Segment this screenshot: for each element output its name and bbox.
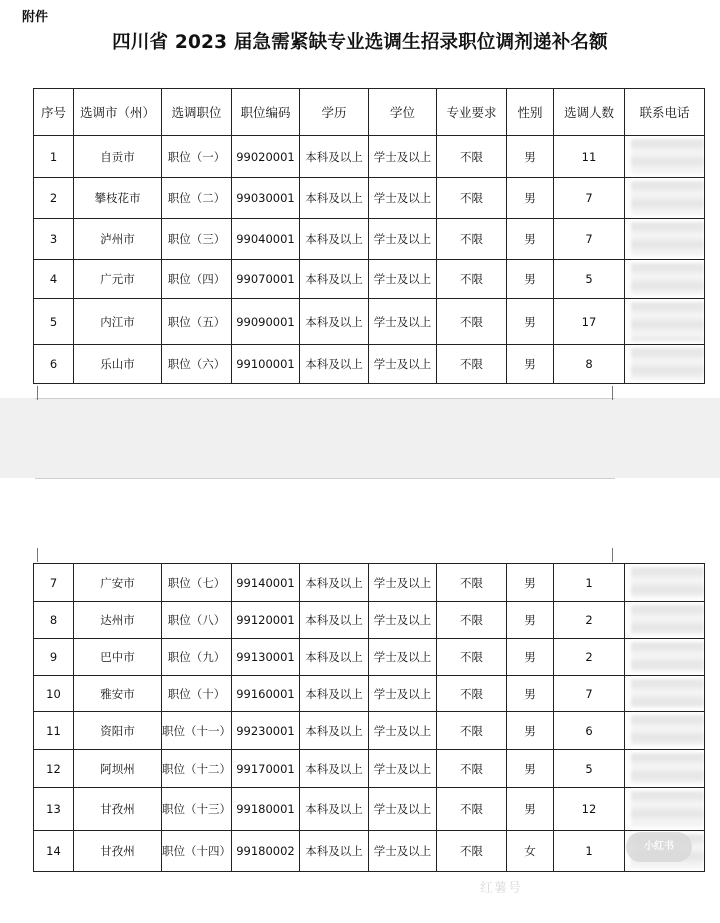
row-number: 3 (34, 219, 74, 260)
document-title: 四川省 2023 届急需紧缺专业选调生招录职位调剂递补名额 (112, 32, 608, 53)
redaction-blur (631, 605, 704, 635)
education-level: 本科及以上 (300, 136, 369, 178)
city-name: 广安市 (74, 564, 162, 602)
gender: 男 (507, 564, 554, 602)
table-row (34, 299, 705, 345)
city-name: 自贡市 (74, 136, 162, 178)
position-name: 职位（一） (162, 136, 232, 178)
column-header: 学位 (369, 89, 437, 136)
table-row (34, 712, 705, 750)
table-row (34, 219, 705, 260)
city-name: 甘孜州 (74, 831, 162, 872)
row-number: 10 (34, 676, 74, 712)
degree-level: 学士及以上 (369, 831, 437, 872)
watermark-text: 红薯号 (480, 881, 523, 896)
page-break-line (35, 398, 615, 399)
major-requirement: 不限 (437, 750, 507, 788)
education-level: 本科及以上 (300, 639, 369, 676)
table-row (34, 564, 705, 602)
degree-level: 学士及以上 (369, 788, 437, 831)
page-corner-mark (37, 386, 38, 400)
education-level: 本科及以上 (300, 219, 369, 260)
redaction-blur (631, 181, 704, 215)
position-name: 职位（八） (162, 602, 232, 639)
position-name: 职位（六） (162, 345, 232, 384)
major-requirement: 不限 (437, 260, 507, 299)
headcount: 1 (554, 831, 625, 872)
redaction-blur (631, 263, 704, 295)
phone-number-redacted (625, 178, 705, 219)
position-name: 职位（十三） (162, 788, 232, 831)
gender: 男 (507, 260, 554, 299)
degree-level: 学士及以上 (369, 136, 437, 178)
major-requirement: 不限 (437, 639, 507, 676)
major-requirement: 不限 (437, 178, 507, 219)
row-number: 1 (34, 136, 74, 178)
position-code: 99070001 (232, 260, 300, 299)
table-header-row (34, 89, 705, 136)
education-level: 本科及以上 (300, 299, 369, 345)
watermark-logo: 小红书 (626, 832, 692, 862)
degree-level: 学士及以上 (369, 750, 437, 788)
major-requirement: 不限 (437, 676, 507, 712)
row-number: 11 (34, 712, 74, 750)
column-header: 职位编码 (232, 89, 300, 136)
city-name: 巴中市 (74, 639, 162, 676)
education-level: 本科及以上 (300, 750, 369, 788)
headcount: 7 (554, 178, 625, 219)
city-name: 广元市 (74, 260, 162, 299)
major-requirement: 不限 (437, 831, 507, 872)
redaction-blur (631, 753, 704, 784)
redaction-blur (631, 139, 704, 174)
redaction-blur (631, 679, 704, 708)
headcount: 7 (554, 676, 625, 712)
education-level: 本科及以上 (300, 178, 369, 219)
position-code: 99090001 (232, 299, 300, 345)
position-name: 职位（十） (162, 676, 232, 712)
redaction-blur (631, 302, 704, 341)
page-corner-mark (37, 548, 38, 562)
redaction-blur (631, 567, 704, 598)
city-name: 雅安市 (74, 676, 162, 712)
row-number: 12 (34, 750, 74, 788)
position-name: 职位（十一） (162, 712, 232, 750)
position-name: 职位（四） (162, 260, 232, 299)
position-name: 职位（十二） (162, 750, 232, 788)
table-row (34, 676, 705, 712)
degree-level: 学士及以上 (369, 178, 437, 219)
redaction-blur (631, 642, 704, 672)
gender: 男 (507, 712, 554, 750)
column-header: 选调职位 (162, 89, 232, 136)
phone-number-redacted (625, 345, 705, 384)
column-header: 联系电话 (625, 89, 705, 136)
column-header: 选调人数 (554, 89, 625, 136)
degree-level: 学士及以上 (369, 219, 437, 260)
phone-number-redacted (625, 299, 705, 345)
city-name: 泸州市 (74, 219, 162, 260)
position-name: 职位（九） (162, 639, 232, 676)
table-row (34, 750, 705, 788)
city-name: 阿坝州 (74, 750, 162, 788)
degree-level: 学士及以上 (369, 676, 437, 712)
major-requirement: 不限 (437, 345, 507, 384)
major-requirement: 不限 (437, 219, 507, 260)
major-requirement: 不限 (437, 564, 507, 602)
row-number: 8 (34, 602, 74, 639)
degree-level: 学士及以上 (369, 564, 437, 602)
column-header: 专业要求 (437, 89, 507, 136)
phone-number-redacted (625, 602, 705, 639)
position-code: 99040001 (232, 219, 300, 260)
phone-number-redacted (625, 639, 705, 676)
phone-number-redacted (625, 788, 705, 831)
position-code: 99120001 (232, 602, 300, 639)
major-requirement: 不限 (437, 602, 507, 639)
headcount: 5 (554, 750, 625, 788)
headcount: 1 (554, 564, 625, 602)
page-break-line (35, 478, 615, 479)
positions-table-top (33, 88, 705, 384)
gender: 男 (507, 750, 554, 788)
redaction-blur (631, 222, 704, 256)
phone-number-redacted (625, 136, 705, 178)
phone-number-redacted (625, 676, 705, 712)
major-requirement: 不限 (437, 299, 507, 345)
education-level: 本科及以上 (300, 345, 369, 384)
major-requirement: 不限 (437, 712, 507, 750)
column-header: 选调市（州） (74, 89, 162, 136)
degree-level: 学士及以上 (369, 602, 437, 639)
phone-number-redacted (625, 712, 705, 750)
redaction-blur (631, 715, 704, 746)
gender: 男 (507, 639, 554, 676)
major-requirement: 不限 (437, 136, 507, 178)
education-level: 本科及以上 (300, 564, 369, 602)
row-number: 14 (34, 831, 74, 872)
row-number: 4 (34, 260, 74, 299)
position-code: 99100001 (232, 345, 300, 384)
education-level: 本科及以上 (300, 831, 369, 872)
gender: 男 (507, 602, 554, 639)
position-code: 99130001 (232, 639, 300, 676)
page-gap (0, 398, 720, 478)
gender: 男 (507, 299, 554, 345)
gender: 男 (507, 219, 554, 260)
position-name: 职位（二） (162, 178, 232, 219)
position-name: 职位（七） (162, 564, 232, 602)
table-row (34, 602, 705, 639)
table-row (34, 136, 705, 178)
phone-number-redacted (625, 564, 705, 602)
column-header: 序号 (34, 89, 74, 136)
degree-level: 学士及以上 (369, 712, 437, 750)
page-corner-mark (612, 386, 613, 400)
city-name: 甘孜州 (74, 788, 162, 831)
gender: 男 (507, 788, 554, 831)
headcount: 11 (554, 136, 625, 178)
gender: 女 (507, 831, 554, 872)
education-level: 本科及以上 (300, 788, 369, 831)
table-row (34, 260, 705, 299)
column-header: 性别 (507, 89, 554, 136)
gender: 男 (507, 676, 554, 712)
position-code: 99020001 (232, 136, 300, 178)
redaction-blur (631, 348, 704, 380)
position-code: 99140001 (232, 564, 300, 602)
document-note: 附件 (22, 10, 49, 25)
column-header: 学历 (300, 89, 369, 136)
gender: 男 (507, 345, 554, 384)
row-number: 9 (34, 639, 74, 676)
headcount: 6 (554, 712, 625, 750)
position-code: 99180001 (232, 788, 300, 831)
redaction-blur (631, 791, 704, 827)
major-requirement: 不限 (437, 788, 507, 831)
city-name: 资阳市 (74, 712, 162, 750)
education-level: 本科及以上 (300, 676, 369, 712)
table-row (34, 639, 705, 676)
degree-level: 学士及以上 (369, 260, 437, 299)
table-row (34, 178, 705, 219)
position-name: 职位（十四） (162, 831, 232, 872)
position-name: 职位（五） (162, 299, 232, 345)
position-code: 99030001 (232, 178, 300, 219)
row-number: 5 (34, 299, 74, 345)
phone-number-redacted (625, 260, 705, 299)
headcount: 2 (554, 639, 625, 676)
phone-number-redacted (625, 750, 705, 788)
position-code: 99230001 (232, 712, 300, 750)
degree-level: 学士及以上 (369, 299, 437, 345)
position-code: 99170001 (232, 750, 300, 788)
city-name: 内江市 (74, 299, 162, 345)
education-level: 本科及以上 (300, 712, 369, 750)
education-level: 本科及以上 (300, 260, 369, 299)
phone-number-redacted (625, 219, 705, 260)
table-row (34, 788, 705, 831)
city-name: 达州市 (74, 602, 162, 639)
degree-level: 学士及以上 (369, 639, 437, 676)
headcount: 12 (554, 788, 625, 831)
position-name: 职位（三） (162, 219, 232, 260)
headcount: 17 (554, 299, 625, 345)
degree-level: 学士及以上 (369, 345, 437, 384)
row-number: 7 (34, 564, 74, 602)
headcount: 5 (554, 260, 625, 299)
position-code: 99180002 (232, 831, 300, 872)
headcount: 2 (554, 602, 625, 639)
positions-table-bottom (33, 563, 705, 872)
table-row (34, 831, 705, 872)
row-number: 13 (34, 788, 74, 831)
gender: 男 (507, 136, 554, 178)
row-number: 2 (34, 178, 74, 219)
education-level: 本科及以上 (300, 602, 369, 639)
gender: 男 (507, 178, 554, 219)
table-row (34, 345, 705, 384)
row-number: 6 (34, 345, 74, 384)
position-code: 99160001 (232, 676, 300, 712)
page-corner-mark (612, 548, 613, 562)
city-name: 攀枝花市 (74, 178, 162, 219)
headcount: 8 (554, 345, 625, 384)
headcount: 7 (554, 219, 625, 260)
city-name: 乐山市 (74, 345, 162, 384)
